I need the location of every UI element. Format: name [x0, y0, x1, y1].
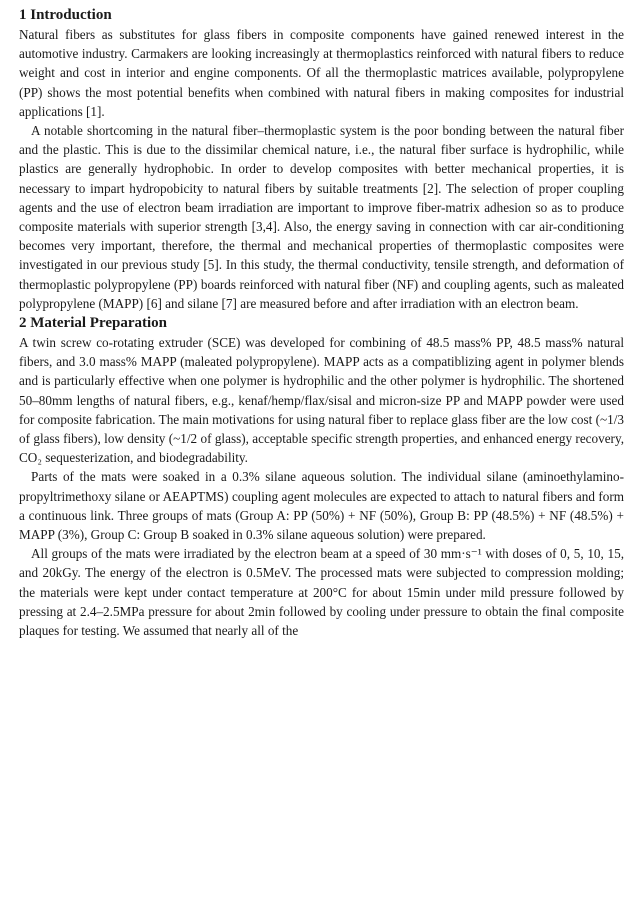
paragraph: Natural fibers as substitutes for glass fibers in composite components have gained renewed interest in the automotive industry. Carmakers are looking increasingly at thermoplastics reinforced with natural fibers to reduce weight and cost in interior and engine components. Of all the thermoplastic matrices available, polypropylene (PP) shows the most potential benefits when combined with natural fibers in making composites for industrial applications [1]. — [19, 27, 624, 119]
paragraph: Parts of the mats were soaked in a 0.3% silane aqueous solution. The individual silane (aminoethylamino-propyltrimethoxy silane or AEAPTMS) coupling agent molecules are expected to attach to natural fibers and form a continuous link. Three groups of mats (Group A: PP (50%) + NF (50%), Group B: PP (48.5%) + NF (48.5%) + MAPP (3%), Group C: Group B soaked in 0.3% silane aqueous solution) were prepared. — [19, 469, 624, 543]
section-heading-introduction: 1 Introduction — [19, 7, 112, 23]
section-material-preparation — [19, 313, 624, 640]
section-introduction — [19, 5, 624, 313]
paragraph: A twin screw co-rotating extruder (SCE) was developed for combining of 48.5 mass% PP, 48.5 mass% natural fibers, and 3.0 mass% MAPP (maleated polypropylene). MAPP acts as a compatiblizing agent in polymer blends and is particularly effective when one polymer is hydrophilic and the other polymer is hydrophilic. The shortened 50–80mm lengths of natural fibers, e.g., kenaf/hemp/flax/sisal and micron-size PP and MAPP powder were used for composite fabrication. The main motivations for using natural fiber to replace glass fiber are the low cost (~1/3 of glass fibers), low density (~1/2 of glass), acceptable specific strength properties, and enhanced energy recovery, CO₂ sequesterization, and biodegradability. — [19, 335, 624, 466]
paragraph: A notable shortcoming in the natural fiber–thermoplastic system is the poor bonding between the natural fiber and the plastic. This is due to the dissimilar chemical nature, i.e., the natural fiber surface is hydrophilic, while plastics are generally hydrophobic. In order to develop composites with better mechanical properties, it is necessary to impart hydropobicity to natural fibers by suitable treatments [2]. The selection of proper coupling agents and the use of electron beam irradiation are important to improve fiber-matrix adhesion so as to produce composite materials with superior strength [3,4]. Also, the energy saving in connection with car air-conditioning becomes very important, therefore, the thermal and mechanical properties of thermoplastic composites were investigated in our previous study [5]. In this study, the thermal conductivity, tensile strength, and deformation of thermoplastic polypropylene (PP) boards reinforced with natural fiber (NF) and coupling agents, such as maleated polypropylene (MAPP) [6] and silane [7] are measured before and after irradiation with an electron beam. — [19, 123, 624, 311]
section-heading-material-preparation: 2 Material Preparation — [19, 315, 168, 332]
paragraph: All groups of the mats were irradiated by the electron beam at a speed of 30 mm·s⁻¹ with doses of 0, 5, 10, 15, and 20kGy. The energy of the electron is 0.5MeV. The processed mats were subjected to compression molding; the materials were kept under contact temperature at 200°C for about 15min under mild pressure followed by pressing at 2.4–2.5MPa pressure for about 2min followed by cooling under pressure to obtain the final composite plaques for testing. We assumed that nearly all of the — [19, 546, 624, 639]
